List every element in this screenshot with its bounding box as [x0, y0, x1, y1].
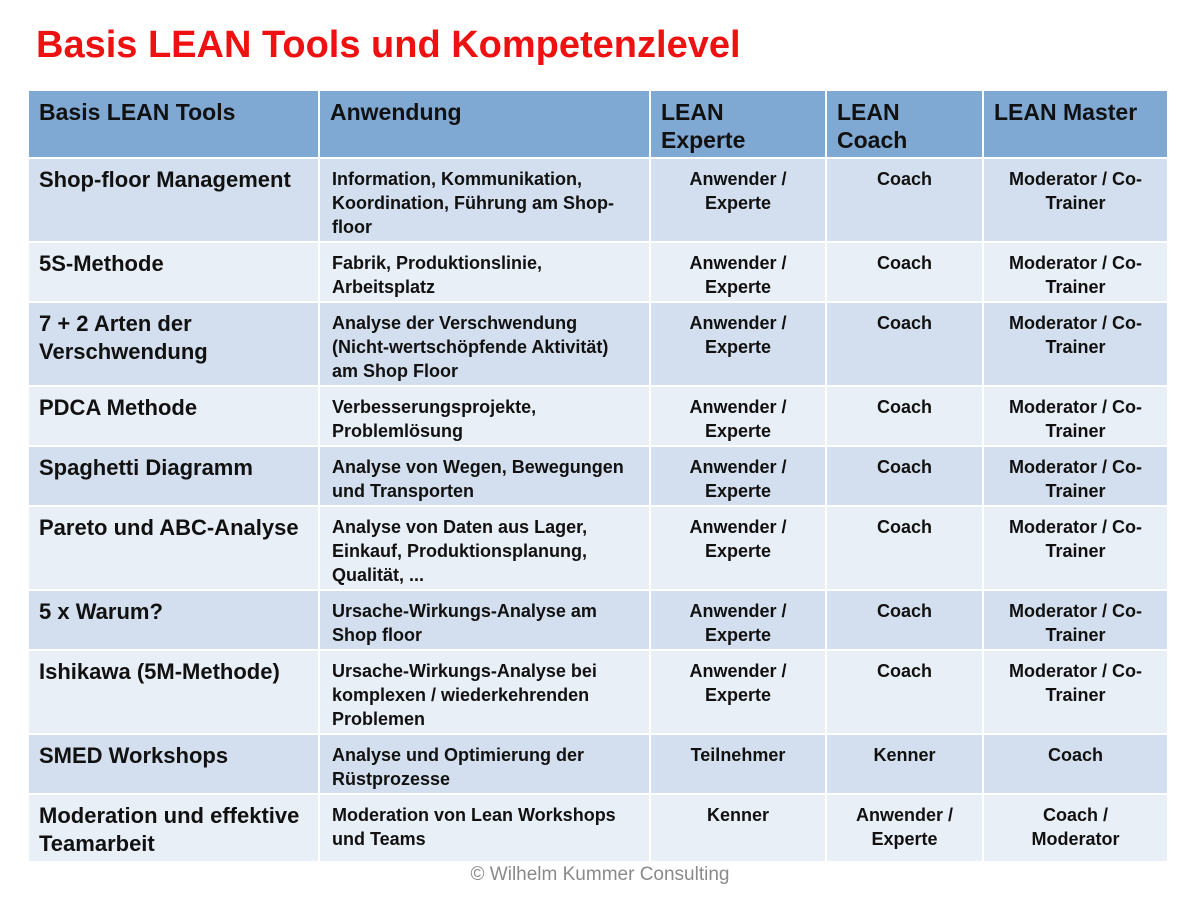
table-row [28, 794, 1168, 862]
cell-lean-coach: Coach [826, 506, 983, 590]
column-header-lean-coach [826, 90, 983, 158]
table-row [28, 446, 1168, 506]
table-row [28, 158, 1168, 242]
cell-lean-coach: Anwender / Experte [826, 794, 983, 862]
cell-tool: SMED Workshops [28, 734, 319, 794]
cell-lean-master: Moderator / Co-Trainer [983, 590, 1168, 650]
column-header-lean-master: LEAN Master [983, 90, 1168, 158]
cell-anwendung: Analyse und Optimierung der Rüstprozesse [319, 734, 650, 794]
cell-lean-coach: Coach [826, 158, 983, 242]
cell-anwendung: Verbesserungsprojekte, Problemlösung [319, 386, 650, 446]
column-header-tools: Basis LEAN Tools [28, 90, 319, 158]
cell-tool: Moderation und effektive Teamarbeit [28, 794, 319, 862]
cell-anwendung: Ursache-Wirkungs-Analyse am Shop floor [319, 590, 650, 650]
table-row [28, 734, 1168, 794]
cell-lean-coach: Coach [826, 650, 983, 734]
cell-lean-coach: Coach [826, 386, 983, 446]
table-row [28, 650, 1168, 734]
cell-lean-experte: Kenner [650, 794, 826, 862]
column-header-anwendung: Anwendung [319, 90, 650, 158]
column-header-label: LEAN Coach [837, 99, 908, 153]
cell-lean-master: Moderator / Co-Trainer [983, 386, 1168, 446]
cell-lean-coach: Coach [826, 242, 983, 302]
cell-lean-experte: Teilnehmer [650, 734, 826, 794]
cell-tool: Ishikawa (5M-Methode) [28, 650, 319, 734]
cell-lean-experte: Anwender / Experte [650, 650, 826, 734]
cell-lean-master: Moderator / Co-Trainer [983, 302, 1168, 386]
cell-tool: 5S-Methode [28, 242, 319, 302]
cell-lean-coach: Coach [826, 302, 983, 386]
cell-lean-master: Moderator / Co-Trainer [983, 506, 1168, 590]
cell-lean-master: Moderator / Co-Trainer [983, 158, 1168, 242]
cell-lean-experte: Anwender / Experte [650, 446, 826, 506]
table-row [28, 386, 1168, 446]
table-row [28, 506, 1168, 590]
cell-lean-experte: Anwender / Experte [650, 302, 826, 386]
cell-lean-experte: Anwender / Experte [650, 386, 826, 446]
cell-anwendung: Information, Kommunikation, Koordination, Führung am Shop-floor [319, 158, 650, 242]
table-row [28, 590, 1168, 650]
cell-lean-master: Moderator / Co-Trainer [983, 446, 1168, 506]
cell-anwendung: Analyse von Daten aus Lager, Einkauf, Produktionsplanung, Qualität, ... [319, 506, 650, 590]
cell-lean-experte: Anwender / Experte [650, 590, 826, 650]
cell-anwendung: Ursache-Wirkungs-Analyse bei komplexen / wiederkehrenden Problemen [319, 650, 650, 734]
cell-tool: Shop-floor Management [28, 158, 319, 242]
cell-lean-master: Moderator / Co-Trainer [983, 242, 1168, 302]
cell-lean-master: Coach / Moderator [983, 794, 1168, 862]
cell-lean-coach: Coach [826, 590, 983, 650]
table-row [28, 242, 1168, 302]
cell-tool: 5 x Warum? [28, 590, 319, 650]
cell-tool: 7 + 2 Arten der Verschwendung [28, 302, 319, 386]
cell-lean-coach: Kenner [826, 734, 983, 794]
column-header-lean-experte [650, 90, 826, 158]
page-title: Basis LEAN Tools und Kompetenzlevel [36, 24, 741, 66]
cell-lean-master: Coach [983, 734, 1168, 794]
cell-tool: PDCA Methode [28, 386, 319, 446]
column-header-label: LEAN Experte [661, 99, 746, 153]
cell-anwendung: Analyse von Wegen, Bewegungen und Transporten [319, 446, 650, 506]
lean-tools-table [27, 89, 1169, 863]
cell-lean-master: Moderator / Co-Trainer [983, 650, 1168, 734]
cell-anwendung: Moderation von Lean Workshops und Teams [319, 794, 650, 862]
cell-lean-experte: Anwender / Experte [650, 506, 826, 590]
cell-lean-experte: Anwender / Experte [650, 242, 826, 302]
cell-tool: Pareto und ABC-Analyse [28, 506, 319, 590]
cell-anwendung: Analyse der Verschwendung (Nicht-wertschöpfende Aktivität) am Shop Floor [319, 302, 650, 386]
table-header-row [28, 90, 1168, 158]
cell-anwendung: Fabrik, Produktionslinie, Arbeitsplatz [319, 242, 650, 302]
table-row [28, 302, 1168, 386]
cell-lean-experte: Anwender / Experte [650, 158, 826, 242]
cell-tool: Spaghetti Diagramm [28, 446, 319, 506]
cell-lean-coach: Coach [826, 446, 983, 506]
copyright-footer: © Wilhelm Kummer Consulting [470, 864, 730, 885]
